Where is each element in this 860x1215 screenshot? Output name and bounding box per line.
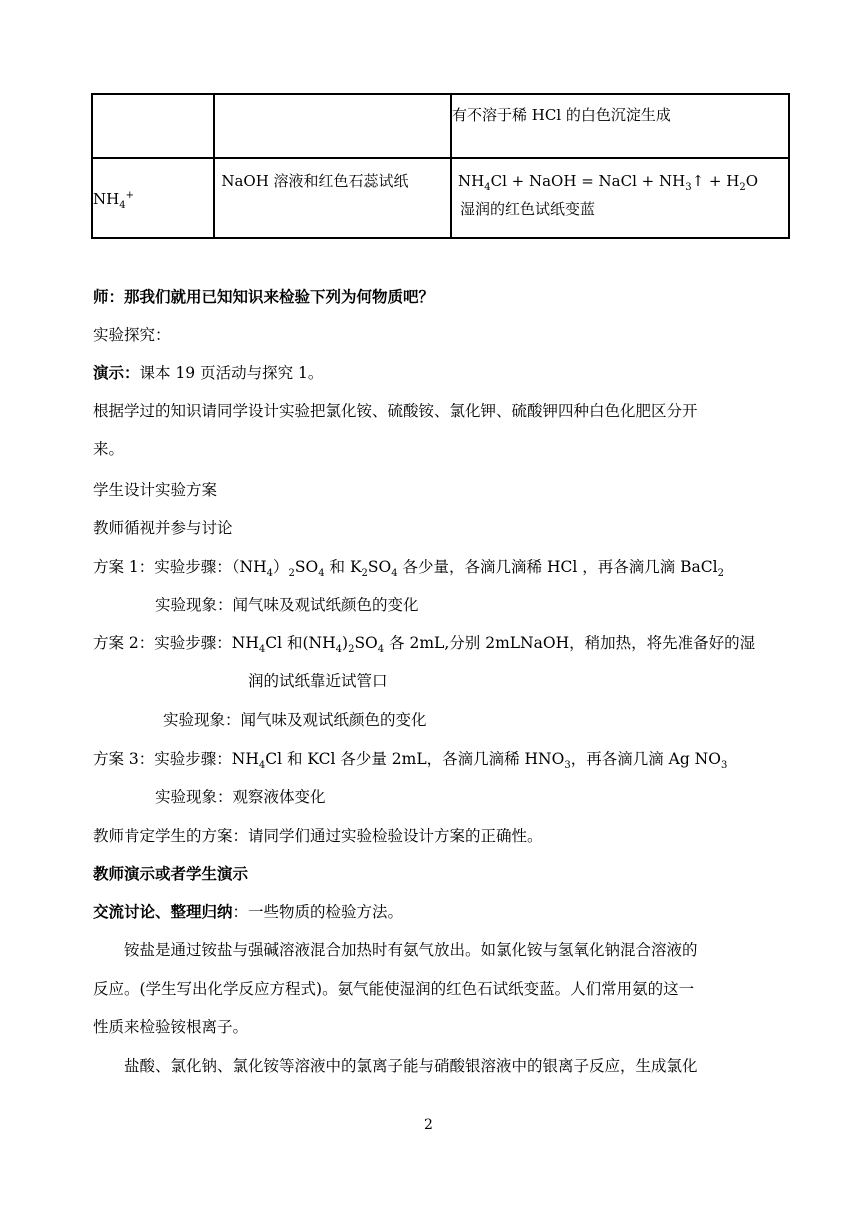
teacher-demo-line: 教师演示或者学生演示 [93,864,249,883]
summary-line: 交流讨论、整理归纳：一些物质的检验方法。 [93,902,404,921]
table-cell [451,94,789,158]
plan-3-phenomenon: 实验现象：观察液体变化 [155,788,326,806]
teacher-question: 师：那我们就用已知知识来检验下列为何物质吧？ [93,287,435,306]
page-number: 2 [424,1117,433,1133]
paragraph-1-line-3: 性质来检验铵根离子。 [93,1018,249,1036]
student-plan-line: 学生设计实验方案 [93,481,218,499]
table-row [92,94,789,158]
paragraph-1-line-1: 铵盐是通过铵盐与强碱溶液混合加热时有氨气放出。如氯化铵与氢氧化钠混合溶液的 [124,941,698,959]
ammonium-result-text: 湿润的红色试纸变蓝 [460,200,596,218]
reagent-text: NaOH 溶液和红色石蕊试纸 [221,172,409,190]
ammonium-equation: $NH_4Cl$ + NaOH = NaCl + $NH_3↑ + H_2O$ [458,172,759,193]
paragraph-2-line-1: 盐酸、氯化钠、氯化铵等溶液中的氯离子能与硝酸银溶液中的银离子反应，生成氯化 [124,1057,698,1075]
design-line-2: 来。 [93,440,125,458]
plan-1-phenomenon: 实验现象：闻气味及观试纸颜色的变化 [155,596,419,614]
plan-2-phenomenon: 实验现象：闻气味及观试纸颜色的变化 [163,711,427,729]
plan-2-steps-cont: 润的试纸靠近试管口 [248,672,388,690]
demo-line: 演示：课本 19 页活动与探究 1。 [93,363,324,382]
plan-3-steps: 方案 3：实验步骤：$NH_4Cl$ 和 KCl 各少量 2mL，各滴几滴稀 $HNO_3$，再各滴几滴 Ag $NO_3$ [93,750,728,772]
table-row [92,158,789,238]
paragraph-1-line-2: 反应。(学生写出化学反应方程式)。氨气能使湿润的红色石试纸变蓝。人们常用氨的这一 [93,980,695,998]
teacher-patrol-line: 教师循视并参与讨论 [93,519,233,537]
teacher-affirm-line: 教师肯定学生的方案：请同学们通过实验检验设计方案的正确性。 [93,827,543,845]
plan-1-steps: 方案 1：实验步骤：$(NH_4)_2SO_4$ 和 $K_2SO_4$ 各少量，各滴几滴稀 HCl ，再各滴几滴 BaCl$_2$ [93,558,724,580]
table-cell [214,158,451,238]
table-cell [92,158,214,238]
plan-2-steps: 方案 2：实验步骤：$NH_4Cl$ 和$(NH_4)_2SO_4$ 各 2mL,分别 2mLNaOH，稍加热，将先准备好的湿 [93,634,756,656]
sulfate-result-text: 有不溶于稀 HCl 的白色沉淀生成 [452,106,671,124]
table-cell [451,158,789,238]
design-line-1: 根据学过的知识请同学设计实验把氯化铵、硫酸铵、氯化钾、硫酸钾四种白色化肥区分开 [93,402,698,420]
ammonium-ion-label: $NH_4^+$ [93,190,134,211]
table-cell [92,94,214,158]
table-cell [214,94,451,158]
explore-heading: 实验探究： [93,326,171,344]
ion-test-table [91,93,790,239]
